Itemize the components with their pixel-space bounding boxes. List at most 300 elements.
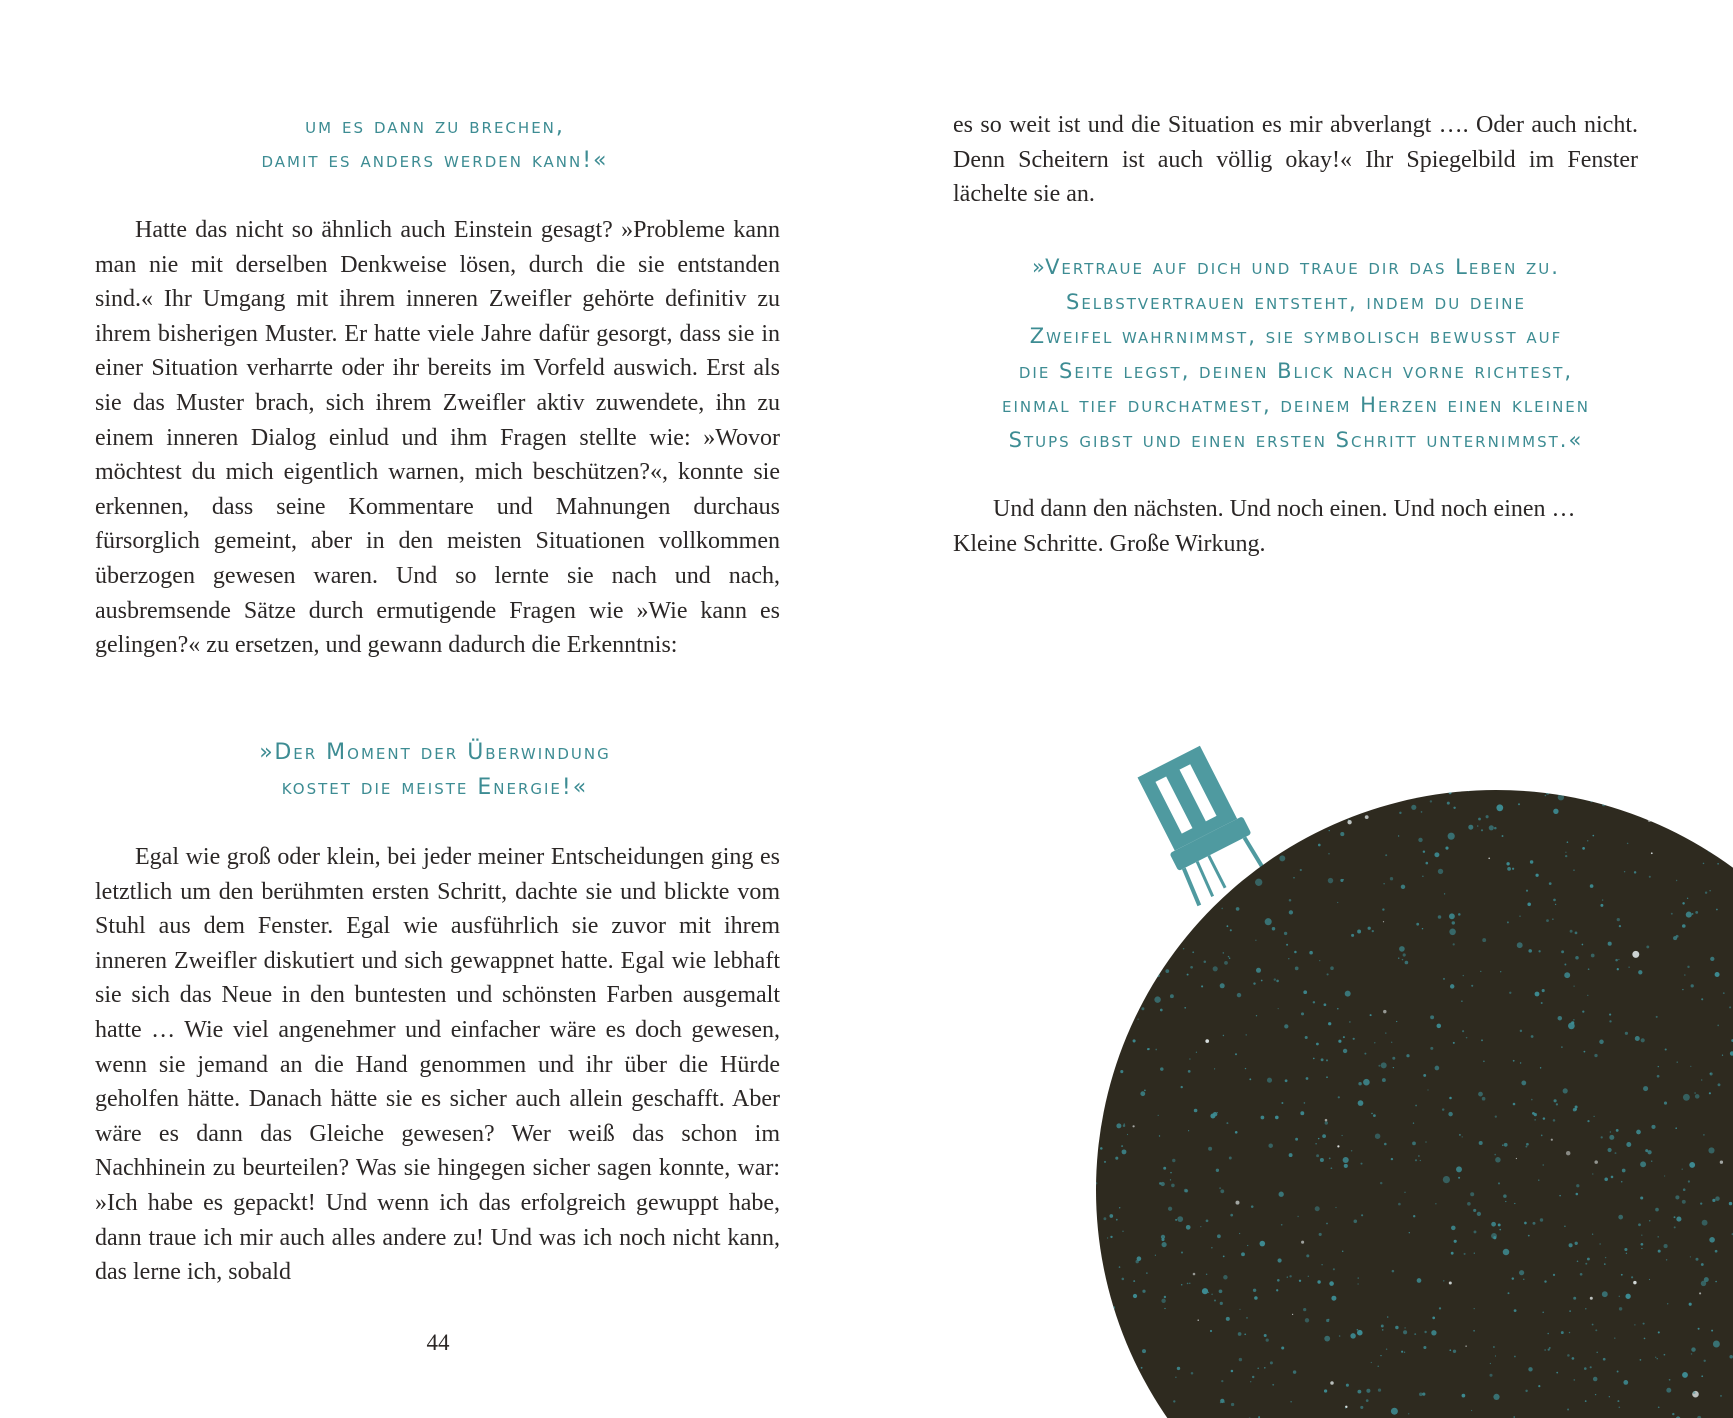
speckle: [1170, 1172, 1172, 1174]
speckle: [1187, 1283, 1189, 1285]
speckle: [1380, 1182, 1382, 1184]
speckle: [1274, 810, 1279, 815]
speckle: [1615, 1152, 1617, 1154]
speckle: [1228, 956, 1229, 957]
speckle: [1506, 862, 1509, 865]
speckle: [1343, 1157, 1349, 1163]
speckle: [1470, 1192, 1474, 1196]
speckle: [1357, 1283, 1358, 1284]
speckle: [1116, 1219, 1118, 1221]
speckle: [1114, 1322, 1116, 1324]
speckle: [1452, 921, 1455, 924]
speckle: [1462, 1136, 1463, 1137]
speckle: [1337, 1008, 1339, 1010]
speckle: [1268, 1143, 1273, 1148]
speckle: [1330, 966, 1334, 970]
speckle: [1174, 895, 1177, 898]
speckle: [1553, 1274, 1555, 1276]
speckle: [1200, 1226, 1201, 1227]
speckle: [1338, 1096, 1340, 1098]
speckle: [1582, 1010, 1584, 1012]
speckle: [1320, 1158, 1324, 1162]
speckle: [1664, 1175, 1665, 1176]
speckle: [1214, 1068, 1215, 1069]
speckle: [1643, 1323, 1645, 1325]
speckle: [1587, 995, 1588, 996]
speckle: [1110, 969, 1114, 973]
speckle: [1546, 919, 1549, 922]
speckle: [1548, 1348, 1550, 1350]
speckle: [1279, 1192, 1284, 1197]
speckle: [1445, 847, 1448, 850]
speckle: [1384, 1143, 1387, 1146]
speckle: [1715, 972, 1720, 977]
speckle: [1097, 1379, 1102, 1384]
speckle: [1100, 1147, 1103, 1150]
speckle: [1421, 811, 1423, 813]
speckle: [1104, 988, 1105, 989]
speckle: [1321, 1058, 1324, 1061]
speckle: [1443, 1176, 1450, 1183]
speckle: [1132, 1125, 1134, 1127]
speckle: [1538, 1385, 1540, 1387]
speckle: [1482, 938, 1486, 942]
speckle: [1643, 806, 1645, 808]
speckle: [1444, 893, 1445, 894]
speckle: [1357, 1390, 1361, 1394]
speckle: [1381, 1326, 1382, 1327]
speckle: [1430, 1015, 1434, 1019]
speckle: [1626, 1253, 1627, 1254]
speckle: [1682, 1200, 1686, 1204]
speckle: [1619, 925, 1621, 927]
speckle: [1285, 1079, 1288, 1082]
speckle: [1206, 1219, 1209, 1222]
speckle: [1691, 984, 1694, 987]
speckle: [1223, 1275, 1227, 1279]
speckle: [1220, 1189, 1224, 1193]
speckle: [1564, 972, 1570, 978]
speckle: [1596, 1352, 1597, 1353]
speckle: [1528, 949, 1532, 953]
speckle: [1443, 788, 1446, 791]
speckle: [1507, 867, 1511, 871]
speckle: [1272, 1384, 1274, 1386]
speckle: [1370, 1014, 1372, 1016]
speckle: [1162, 865, 1166, 869]
speckle: [1120, 1023, 1127, 1030]
speckle: [1493, 1236, 1496, 1239]
speckle: [1142, 1290, 1145, 1293]
speckle: [1358, 1277, 1359, 1278]
speckle: [1133, 1039, 1136, 1042]
speckle: [1565, 855, 1567, 857]
speckle: [1395, 1326, 1398, 1329]
speckle: [1163, 874, 1167, 878]
speckle: [1136, 1403, 1140, 1407]
speckle: [1279, 855, 1285, 861]
speckle: [1181, 1252, 1183, 1254]
speckle: [1611, 1176, 1614, 1179]
speckle: [1698, 1328, 1700, 1330]
speckle: [1719, 823, 1722, 826]
quote-line: »Der Moment der Überwindung: [259, 740, 611, 765]
speckle: [1634, 871, 1636, 873]
speckle: [1513, 1103, 1516, 1106]
quote-top: [140, 110, 730, 178]
speckle: [1682, 902, 1684, 904]
speckle: [1175, 1219, 1177, 1221]
speckle: [1593, 1377, 1598, 1382]
speckle: [1231, 1403, 1234, 1406]
speckle: [1343, 1049, 1347, 1053]
speckle: [1645, 1149, 1648, 1152]
speckle: [1624, 1248, 1627, 1251]
speckle: [1109, 1214, 1113, 1218]
speckle: [1481, 1039, 1483, 1041]
speckle: [1398, 1203, 1401, 1206]
speckle: [1665, 1048, 1667, 1050]
speckle: [1535, 1119, 1536, 1120]
speckle: [1239, 1233, 1240, 1234]
speckle: [1117, 891, 1120, 894]
speckle: [1584, 1367, 1587, 1370]
quote-line: kostet die meiste Energie!«: [281, 775, 589, 800]
speckle: [1709, 890, 1710, 891]
speckle: [1182, 819, 1183, 820]
speckle: [1103, 805, 1105, 807]
speckle: [1704, 1360, 1706, 1362]
speckle: [1328, 853, 1330, 855]
speckle: [1489, 1374, 1492, 1377]
speckle: [1449, 1281, 1452, 1284]
speckle: [1116, 793, 1118, 795]
speckle: [1221, 1380, 1223, 1382]
speckle: [1676, 880, 1677, 881]
speckle: [1438, 869, 1443, 874]
speckle: [1540, 1218, 1543, 1221]
speckle: [1418, 1155, 1420, 1157]
speckle: [1188, 870, 1190, 872]
speckle: [1442, 1108, 1444, 1110]
speckle: [1255, 940, 1256, 941]
speckle: [1703, 863, 1705, 865]
speckle: [1206, 1274, 1207, 1275]
speckle: [1417, 1278, 1422, 1283]
speckle: [1413, 1122, 1414, 1123]
speckle: [1587, 840, 1589, 842]
speckle: [1451, 1252, 1454, 1255]
speckle: [1220, 983, 1225, 988]
quote-line: einmal tief durchatmest, deinem Herzen einen kleinen: [1001, 393, 1590, 418]
speckle: [1211, 1293, 1213, 1295]
speckle: [1133, 1280, 1135, 1282]
speckle: [1124, 1123, 1125, 1124]
speckle: [1175, 1377, 1176, 1378]
speckle: [1643, 1086, 1648, 1091]
speckle: [1290, 1401, 1291, 1402]
speckle: [1234, 878, 1238, 882]
speckle: [1687, 966, 1689, 968]
speckle: [1254, 1296, 1258, 1300]
speckle: [1621, 1181, 1623, 1183]
speckle: [1516, 1158, 1517, 1159]
speckle: [1257, 1367, 1259, 1369]
paragraph-2: [95, 840, 780, 1290]
speckle: [1618, 1215, 1623, 1220]
speckle: [1351, 1150, 1353, 1152]
speckle: [1494, 1154, 1496, 1156]
speckle: [1543, 1117, 1545, 1119]
speckle: [1157, 974, 1160, 977]
speckle: [1599, 1243, 1600, 1244]
speckle: [1326, 1076, 1328, 1078]
speckle: [1318, 844, 1321, 847]
speckle: [1602, 803, 1605, 806]
speckle: [1153, 1405, 1159, 1411]
speckle: [1326, 1319, 1329, 1322]
speckle: [1262, 851, 1265, 854]
speckle: [1641, 1243, 1644, 1246]
speckle: [1449, 791, 1452, 794]
speckle: [1538, 1179, 1539, 1180]
speckle: [1691, 1353, 1693, 1355]
speckle: [1422, 928, 1423, 929]
speckle: [1535, 992, 1540, 997]
speckle: [1109, 891, 1112, 894]
speckle: [1635, 1036, 1640, 1041]
speckle: [1095, 1182, 1097, 1184]
speckle: [1498, 1223, 1501, 1226]
speckle: [1172, 1159, 1175, 1162]
speckle: [1378, 1065, 1380, 1067]
speckle: [1358, 1082, 1361, 1085]
speckle: [1528, 1367, 1532, 1371]
speckle: [1682, 1169, 1683, 1170]
speckle: [1675, 1195, 1679, 1199]
speckle: [1324, 1336, 1330, 1342]
speckle: [1403, 953, 1406, 956]
speckle: [1130, 1373, 1138, 1381]
speckle: [1587, 1258, 1590, 1261]
speckle: [1526, 1143, 1529, 1146]
speckle: [1513, 1060, 1515, 1062]
speckle: [1483, 1060, 1485, 1062]
speckle: [1125, 1391, 1129, 1395]
speckle: [1430, 1047, 1433, 1050]
speckle: [1723, 992, 1725, 994]
speckle: [1297, 1216, 1298, 1217]
speckle: [1173, 1400, 1175, 1402]
speckle: [1120, 1373, 1124, 1377]
speckle: [1601, 1136, 1603, 1138]
speckle: [1474, 1308, 1475, 1309]
speckle: [1165, 969, 1169, 973]
speckle: [1690, 1256, 1691, 1257]
speckle: [1308, 1276, 1309, 1277]
speckle: [1250, 807, 1254, 811]
speckle: [1509, 992, 1511, 994]
speckle: [1236, 1201, 1240, 1205]
speckle: [1382, 1078, 1386, 1082]
speckle: [1340, 832, 1344, 836]
speckle: [1655, 1357, 1656, 1358]
speckle: [1449, 929, 1456, 936]
speckle: [1396, 1021, 1397, 1022]
speckle: [1241, 1252, 1245, 1256]
speckle: [1580, 1273, 1583, 1276]
speckle: [1223, 952, 1225, 954]
speckle: [1623, 1380, 1628, 1385]
speckle: [1264, 1334, 1267, 1337]
speckle: [1328, 1022, 1331, 1025]
speckle: [1608, 942, 1612, 946]
speckle: [1709, 1092, 1711, 1094]
speckle: [1158, 1115, 1159, 1116]
speckle: [1609, 1014, 1611, 1016]
speckle: [1602, 1291, 1608, 1297]
speckle: [1404, 1352, 1405, 1353]
speckle: [1126, 1014, 1127, 1015]
speckle: [1549, 882, 1552, 885]
speckle: [1315, 1143, 1316, 1144]
speckle: [1722, 1055, 1723, 1056]
speckle: [1338, 1040, 1341, 1043]
speckle: [1640, 1161, 1646, 1167]
speckle: [1131, 997, 1134, 1000]
speckle: [1576, 1193, 1579, 1196]
speckle: [1627, 843, 1629, 845]
speckle: [1488, 857, 1490, 859]
speckle: [1462, 1030, 1464, 1032]
speckle: [1625, 1032, 1628, 1035]
speckle: [1641, 1248, 1642, 1249]
speckle: [1591, 954, 1595, 958]
speckle: [1462, 1394, 1466, 1398]
speckle: [1569, 1310, 1571, 1312]
speckle: [1345, 991, 1351, 997]
left-page: [0, 0, 866, 1418]
speckle: [1705, 891, 1707, 893]
speckle: [1524, 1222, 1527, 1225]
speckle: [1561, 1331, 1564, 1334]
speckle: [1164, 1308, 1165, 1309]
speckle: [1458, 1177, 1460, 1179]
speckle: [1122, 1278, 1125, 1281]
speckle: [1482, 1097, 1486, 1101]
speckle: [1339, 1335, 1341, 1337]
speckle: [1250, 796, 1251, 797]
speckle: [1358, 1100, 1364, 1106]
speckle: [1227, 925, 1229, 927]
speckle: [1602, 899, 1603, 900]
speckle: [1674, 1226, 1676, 1228]
speckle: [1622, 1169, 1626, 1173]
speckle: [1121, 1145, 1123, 1147]
speckle: [1317, 1280, 1320, 1283]
speckle: [1689, 1162, 1695, 1168]
speckle: [1495, 1115, 1497, 1117]
speckle: [1163, 1167, 1166, 1170]
speckle: [1387, 1316, 1389, 1318]
speckle: [1281, 1224, 1283, 1226]
speckle: [1214, 1300, 1216, 1302]
speckle: [1514, 1203, 1515, 1204]
speckle: [1177, 1367, 1180, 1370]
speckle: [1259, 827, 1261, 829]
speckle: [1502, 1144, 1503, 1145]
speckle: [1673, 936, 1677, 940]
speckle: [1582, 944, 1584, 946]
speckle: [1331, 1167, 1333, 1169]
speckle: [1315, 1206, 1320, 1211]
speckle: [1526, 890, 1528, 892]
speckle: [1715, 1281, 1717, 1283]
speckle: [1646, 945, 1649, 948]
speckle: [1371, 1362, 1372, 1363]
speckle: [1451, 1226, 1456, 1231]
speckle: [1569, 789, 1575, 795]
speckle: [1656, 1016, 1658, 1018]
speckle: [1306, 1254, 1309, 1257]
speckle: [1100, 964, 1104, 968]
speckle: [1265, 804, 1266, 805]
speckle: [1424, 1331, 1426, 1333]
speckle: [1098, 820, 1103, 825]
speckle: [1576, 1184, 1579, 1187]
speckle: [1438, 915, 1442, 919]
speckle: [1366, 1389, 1370, 1393]
speckle: [1399, 812, 1401, 814]
speckle: [1505, 1201, 1506, 1202]
speckle: [1301, 1012, 1304, 1015]
speckle: [1170, 893, 1176, 899]
speckle: [1558, 794, 1564, 800]
speckle: [1253, 982, 1255, 984]
speckle: [1396, 791, 1397, 792]
speckle: [1295, 967, 1299, 971]
speckle: [1210, 1114, 1215, 1119]
speckle: [1504, 1143, 1508, 1147]
speckle: [1112, 1306, 1116, 1310]
speckle: [1201, 985, 1203, 987]
speckle: [1189, 1283, 1190, 1284]
speckle: [1655, 1208, 1659, 1212]
speckle: [1383, 1010, 1386, 1013]
speckle: [1499, 1229, 1501, 1231]
speckle: [1519, 1270, 1524, 1275]
speckle: [1148, 819, 1151, 822]
speckle: [1514, 1309, 1517, 1312]
speckle: [1393, 1067, 1394, 1068]
speckle: [1318, 1138, 1319, 1139]
speckle: [1319, 1233, 1322, 1236]
speckle: [1333, 1268, 1335, 1270]
speckle: [1551, 1139, 1553, 1141]
speckle: [1422, 1392, 1425, 1395]
speckle: [1237, 993, 1241, 997]
speckle: [1299, 1280, 1301, 1282]
speckle: [1520, 1030, 1522, 1032]
speckle: [1609, 1135, 1614, 1140]
speckle: [1163, 792, 1165, 794]
speckle: [1435, 1066, 1440, 1071]
speckle: [1466, 1037, 1468, 1039]
speckle: [1357, 930, 1361, 934]
speckle: [1486, 815, 1489, 818]
speckle: [1184, 1007, 1186, 1009]
speckle: [1344, 1164, 1348, 1168]
